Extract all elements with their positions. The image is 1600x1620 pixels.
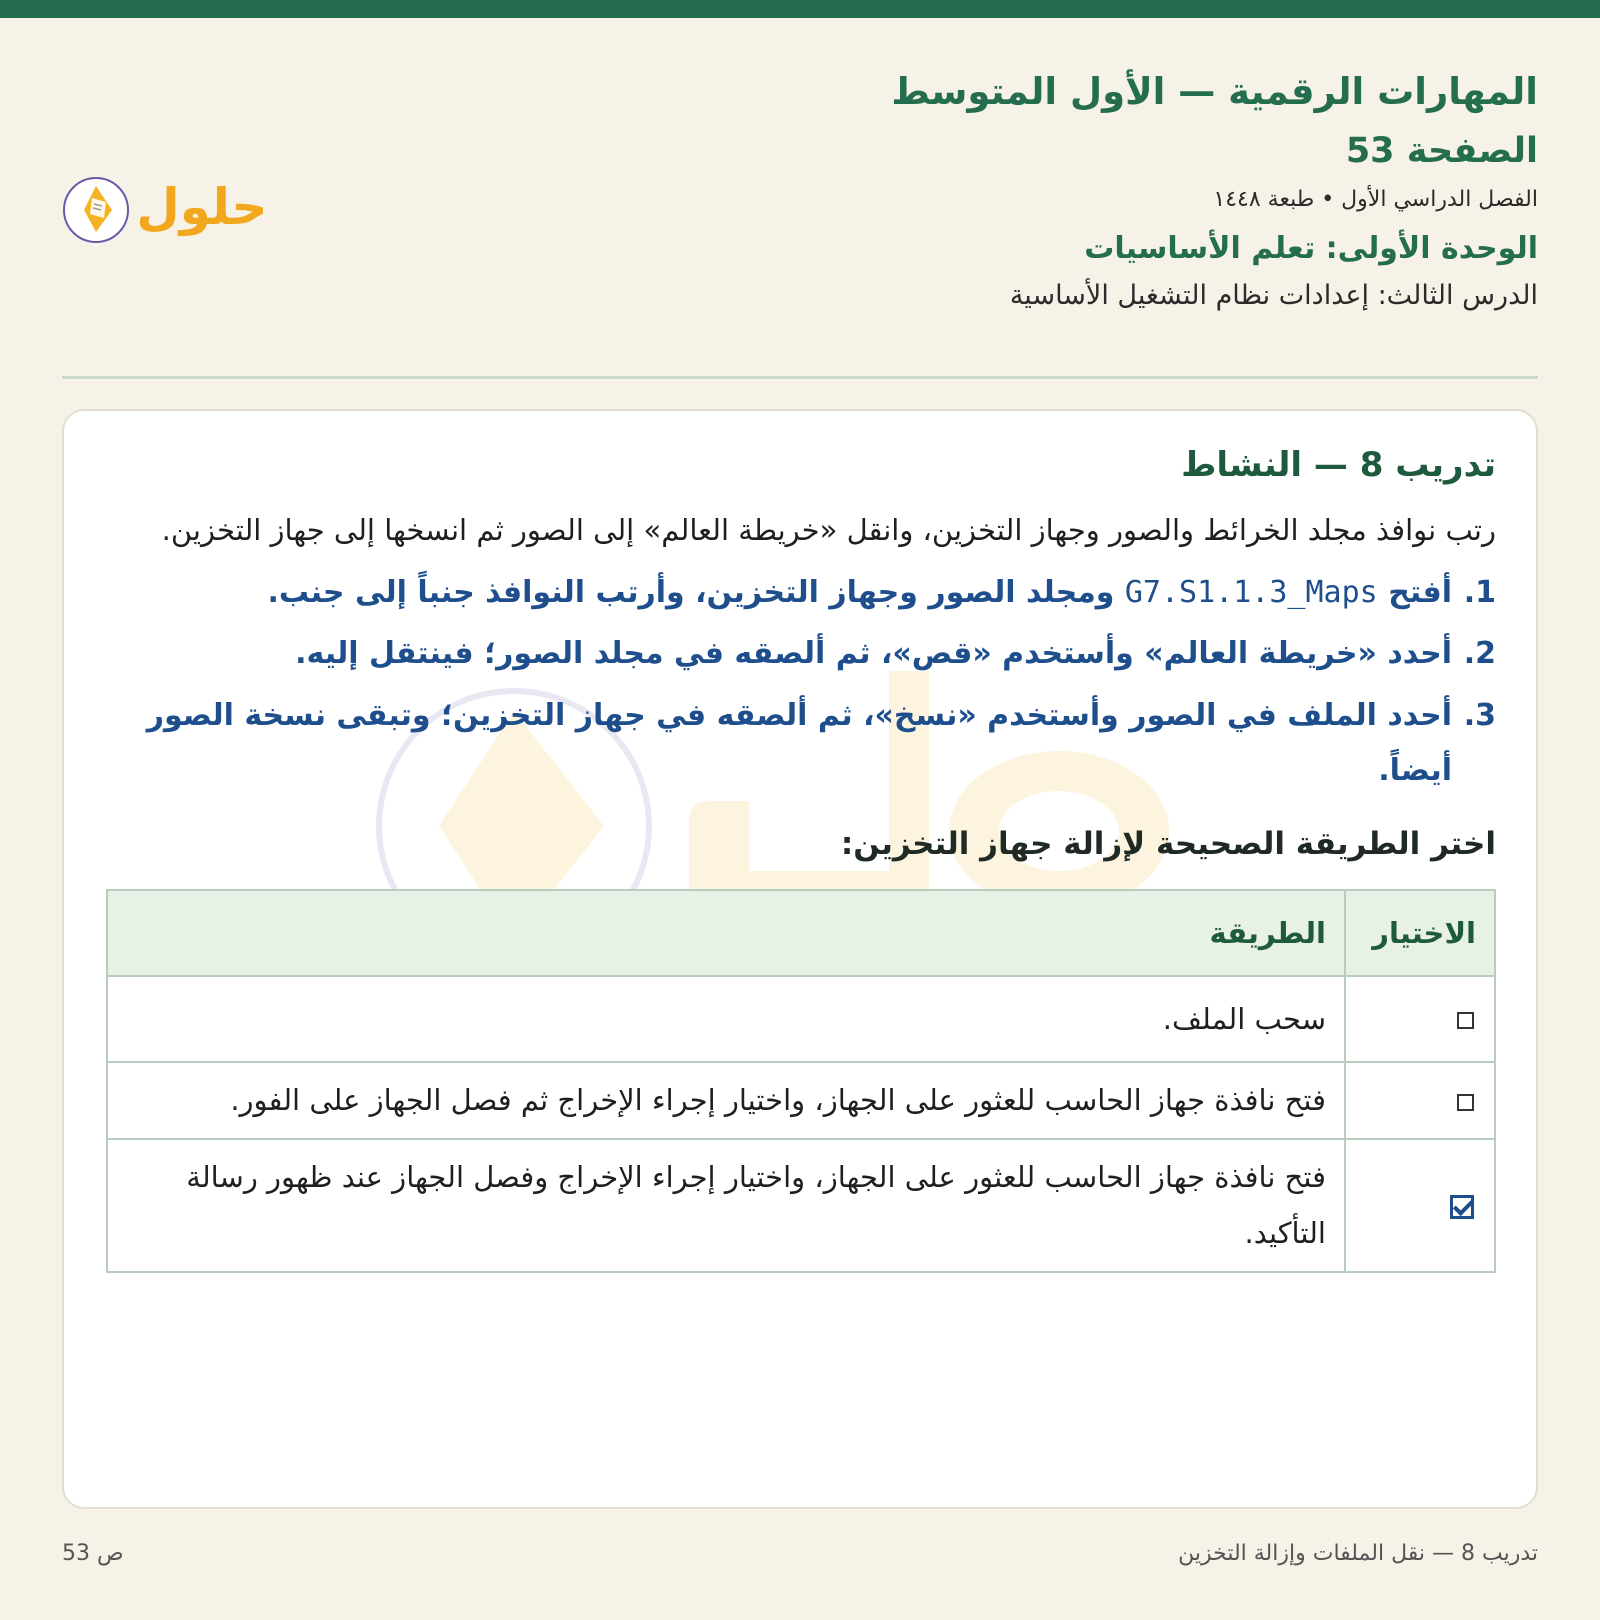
method-cell: فتح نافذة جهاز الحاسب للعثور على الجهاز، واختيار إجراء الإخراج وفصل الجهاز عند ظهور رسالة التأكيد.	[107, 1139, 1345, 1271]
step-number: 1.	[1463, 574, 1496, 610]
steps-list	[106, 565, 1496, 799]
unchecked-checkbox-icon[interactable]	[1457, 1094, 1474, 1111]
step-number: 2.	[1463, 636, 1496, 672]
unchecked-checkbox-icon[interactable]	[1457, 1012, 1474, 1029]
hulul-logo	[62, 166, 282, 246]
page-header	[62, 70, 1538, 380]
term-edition: الفصل الدراسي الأول • طبعة ١٤٤٨	[1213, 187, 1538, 213]
logo-text: حلول	[136, 178, 268, 236]
method-cell: سحب الملف.	[107, 976, 1345, 1062]
table-header-row	[107, 890, 1495, 976]
exercise-card	[62, 409, 1538, 1509]
choices-table	[106, 889, 1496, 1272]
lesson-title: الدرس الثالث: إعدادات نظام التشغيل الأساسية	[1009, 279, 1538, 311]
step-text: أحدد «خريطة العالم» وأستخدم «قص»، ثم ألصقه في مجلد الصور؛ فينتقل إليه.	[295, 636, 1452, 672]
folder-name-code: G7.S1.1.3_Maps	[1124, 574, 1378, 610]
choice-cell	[1345, 1139, 1495, 1271]
choice-cell	[1345, 976, 1495, 1062]
hulul-logo-graphic	[62, 166, 282, 246]
table-row	[107, 1139, 1495, 1271]
choice-cell	[1345, 1062, 1495, 1139]
step-text-post: ومجلد الصور وجهاز التخزين، وأرتب النوافذ جنباً إلى جنب.	[267, 574, 1115, 610]
table-row	[107, 976, 1495, 1062]
footer-page-number: ص 53	[62, 1541, 124, 1566]
table-row	[107, 1062, 1495, 1139]
checked-checkbox-icon[interactable]	[1450, 1195, 1474, 1219]
page-number-heading: الصفحة 53	[1345, 131, 1538, 172]
method-cell: فتح نافذة جهاز الحاسب للعثور على الجهاز، واختيار إجراء الإخراج ثم فصل الجهاز على الفور.	[107, 1062, 1345, 1139]
card-content	[106, 441, 1496, 1273]
step-item	[106, 688, 1496, 799]
question-prompt: اختر الطريقة الصحيحة لإزالة جهاز التخزين:	[840, 825, 1496, 862]
top-accent-bar	[0, 0, 1600, 18]
step-text: أحدد الملف في الصور وأستخدم «نسخ»، ثم ألصقه في جهاز التخزين؛ وتبقى نسخة الصور أيضاً.	[146, 697, 1452, 789]
header-divider	[62, 376, 1538, 379]
step-text	[268, 565, 1452, 621]
header-method: الطريقة	[107, 890, 1345, 976]
step-number: 3.	[1463, 697, 1496, 733]
book-title: المهارات الرقمية — الأول المتوسط	[891, 70, 1538, 113]
step-text-pre: أفتح	[1388, 574, 1452, 610]
step-item	[106, 626, 1496, 682]
unit-title: الوحدة الأولى: تعلم الأساسيات	[1084, 230, 1538, 266]
header-text	[538, 70, 1538, 313]
exercise-title: تدريب 8 — النشاط	[1181, 445, 1496, 485]
exercise-intro: رتب نوافذ مجلد الخرائط والصور وجهاز التخزين، وانقل «خريطة العالم» إلى الصور ثم انسخها إلى جهاز التخزين.	[161, 513, 1496, 548]
header-choice: الاختيار	[1345, 890, 1495, 976]
footer-exercise-label: تدريب 8 — نقل الملفات وإزالة التخزين	[1178, 1541, 1538, 1566]
step-item	[106, 565, 1496, 621]
